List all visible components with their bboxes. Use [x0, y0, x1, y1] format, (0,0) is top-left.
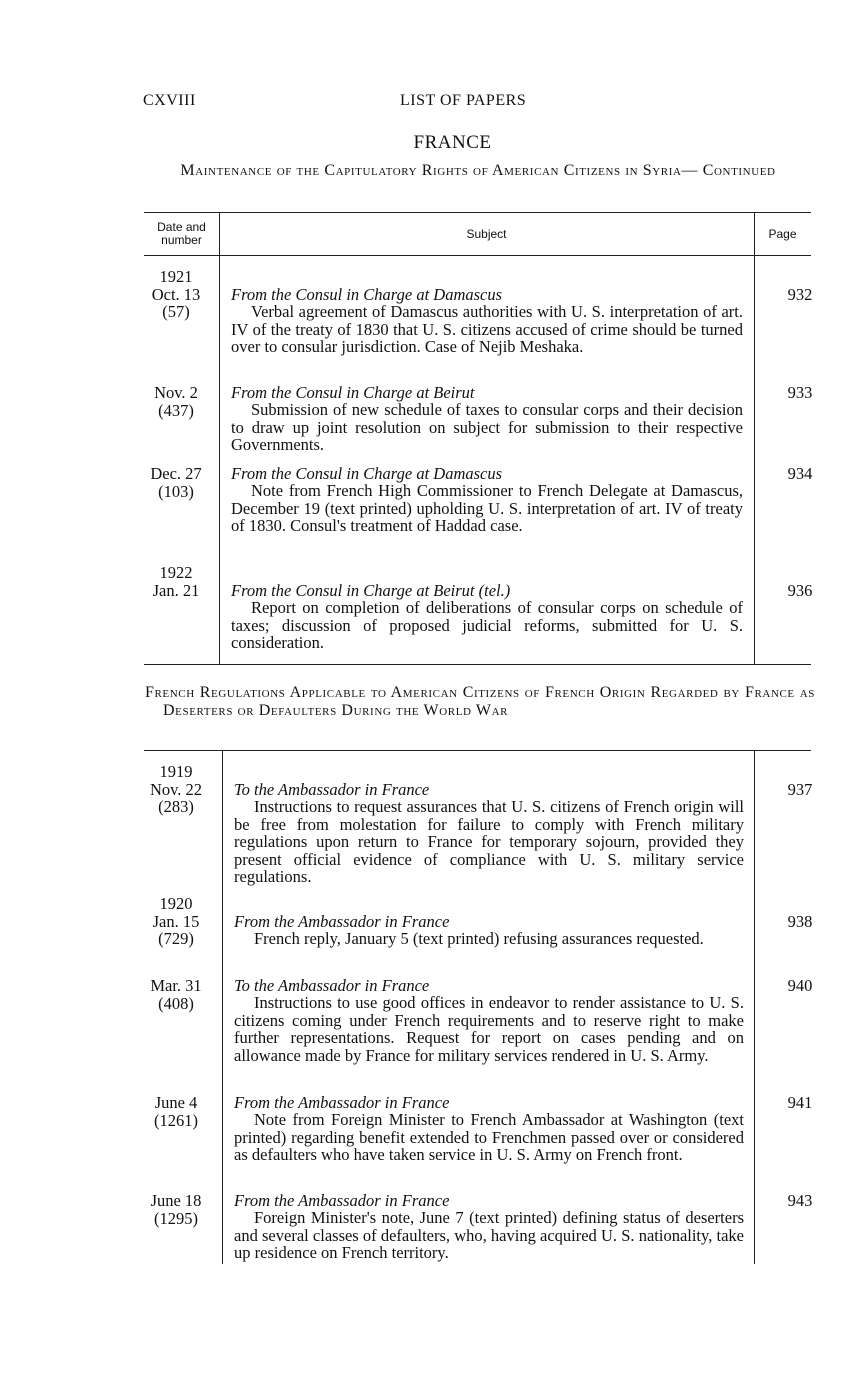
column-divider [754, 212, 755, 664]
entry-from: From the Consul in Charge at Beirut [231, 383, 475, 402]
running-title: LIST OF PAPERS [400, 92, 527, 109]
section-title: Maintenance of the Capitulatory Rights of American Citizens in Syria— Continued [180, 162, 776, 179]
entry-number: (103) [158, 481, 194, 501]
entry-subject [231, 465, 743, 535]
entry-page: 937 [787, 780, 813, 799]
entry-date [140, 977, 212, 1012]
entry-description: Instructions to use good offices in endeavor to render assistance to U. S. citizens coming under French requirements and to reserve right to make further representations. Request for report on cases pending and on allowance made by France for military services rendered in U. S. Army. [234, 993, 744, 1065]
entry-date-text: Dec. 27 [150, 464, 202, 483]
entry-number: (283) [158, 797, 194, 816]
section-title: French Regulations Applicable to American Citizens of French Origin Regarded by France as Deserters or Defaulters During the World War [145, 684, 815, 719]
entry-subject [231, 582, 743, 652]
entry-number: (1261) [154, 1110, 198, 1130]
entry-description: Note from Foreign Minister to French Ambassador at Washington (text printed) regarding benefit extended to Frenchmen passed over or considered as defaulters who have taken service in U. S. Army on French front. [234, 1110, 744, 1165]
entry-date [140, 384, 212, 419]
entry-date [140, 268, 212, 321]
entry-year: 1919 [159, 762, 193, 781]
entry-page: 936 [787, 581, 813, 600]
entry-date [140, 465, 212, 500]
entry-date-text: Oct. 13 [151, 284, 201, 304]
column-divider [222, 750, 223, 1264]
entry-description: Note from French High Commissioner to French Delegate at Damascus, December 19 (text printed) upholding U. S. interpretation of art. IV of treaty of 1830. Consul's treatment of Haddad case. [231, 481, 743, 536]
entry-number: (1295) [154, 1208, 198, 1228]
column-header-page: Page [768, 227, 797, 241]
entry-from: From the Ambassador in France [234, 1191, 450, 1210]
entry-date [140, 564, 212, 599]
entry-subject [234, 913, 744, 948]
entry-page: 941 [787, 1093, 813, 1112]
entry-subject [231, 384, 743, 454]
entry-subject [234, 781, 744, 885]
entry-date [140, 895, 212, 948]
table-bottom-rule [144, 664, 811, 665]
entry-page: 940 [787, 976, 813, 995]
entry-description: Verbal agreement of Damascus authorities with U. S. interpretation of art. IV of the treaty of 1830 that U. S. citizens accused of crime should be turned over to consular jurisdiction. Case of Nejib Meshaka. [231, 302, 743, 357]
entry-from: From the Consul in Charge at Beirut (tel.) [231, 581, 511, 600]
entry-from: From the Consul in Charge at Damascus [231, 285, 503, 304]
entry-description: Submission of new schedule of taxes to consular corps and their decision to draw up joint resolution on subject for submission to their respective Governments. [231, 400, 743, 455]
column-header-date: Date and number [157, 220, 206, 247]
entry-subject [234, 1192, 744, 1262]
entry-date [140, 763, 212, 816]
page-number: CXVIII [143, 92, 196, 109]
table-top-rule [144, 750, 811, 751]
entry-from: To the Ambassador in France [234, 976, 430, 995]
entry-subject [234, 977, 744, 1064]
entry-page: 934 [787, 464, 813, 483]
entry-number: (729) [158, 929, 194, 948]
entry-date-text: Nov. 2 [154, 383, 198, 402]
entry-date-text: June 4 [154, 1093, 198, 1112]
column-divider [754, 750, 755, 1264]
entry-description: Foreign Minister's note, June 7 (text printed) defining status of deserters and several classes of defaulters, who, having acquired U. S. nationality, take up residence on French territory. [234, 1208, 744, 1263]
column-header-subject: Subject [466, 227, 507, 241]
entry-date-text: June 18 [150, 1191, 202, 1210]
entry-date-text: Nov. 22 [149, 779, 203, 799]
column-divider [219, 212, 220, 664]
table-header-rule [144, 255, 811, 256]
entry-date-text: Mar. 31 [150, 976, 202, 995]
entry-page: 933 [787, 383, 813, 402]
entry-from: From the Ambassador in France [234, 912, 450, 931]
entry-number: (57) [162, 302, 190, 321]
entry-description: Instructions to request assurances that U. S. citizens of French origin will be free from molestation for failure to comply with French military regulations upon return to France for temporary sojourn, provided they present official evidence of compliance with U. S. military service regulations. [234, 797, 744, 887]
entry-number: (408) [158, 993, 194, 1013]
entry-year: 1921 [159, 267, 193, 286]
entry-subject [234, 1094, 744, 1164]
entry-year: 1920 [159, 894, 193, 913]
entry-number: (437) [158, 400, 194, 420]
entry-page: 943 [787, 1191, 813, 1210]
entry-year: 1922 [159, 563, 193, 582]
entry-date [140, 1094, 212, 1129]
country-heading: FRANCE [413, 132, 492, 153]
entry-date-text: Jan. 21 [152, 580, 200, 600]
entry-page: 938 [787, 912, 813, 931]
entry-from: From the Consul in Charge at Damascus [231, 464, 503, 483]
entry-from: From the Ambassador in France [234, 1093, 450, 1112]
entry-description: Report on completion of deliberations of consular corps on schedule of taxes; discussion of proposed judicial reforms, submitted for U. S. consideration. [231, 598, 743, 653]
table-top-rule [144, 212, 811, 213]
entry-description: French reply, January 5 (text printed) refusing assurances requested. [254, 929, 704, 949]
entry-subject [231, 286, 743, 356]
entry-date-text: Jan. 15 [152, 911, 200, 931]
entry-date [140, 1192, 212, 1227]
entry-from: To the Ambassador in France [234, 780, 430, 799]
entry-page: 932 [787, 285, 813, 304]
